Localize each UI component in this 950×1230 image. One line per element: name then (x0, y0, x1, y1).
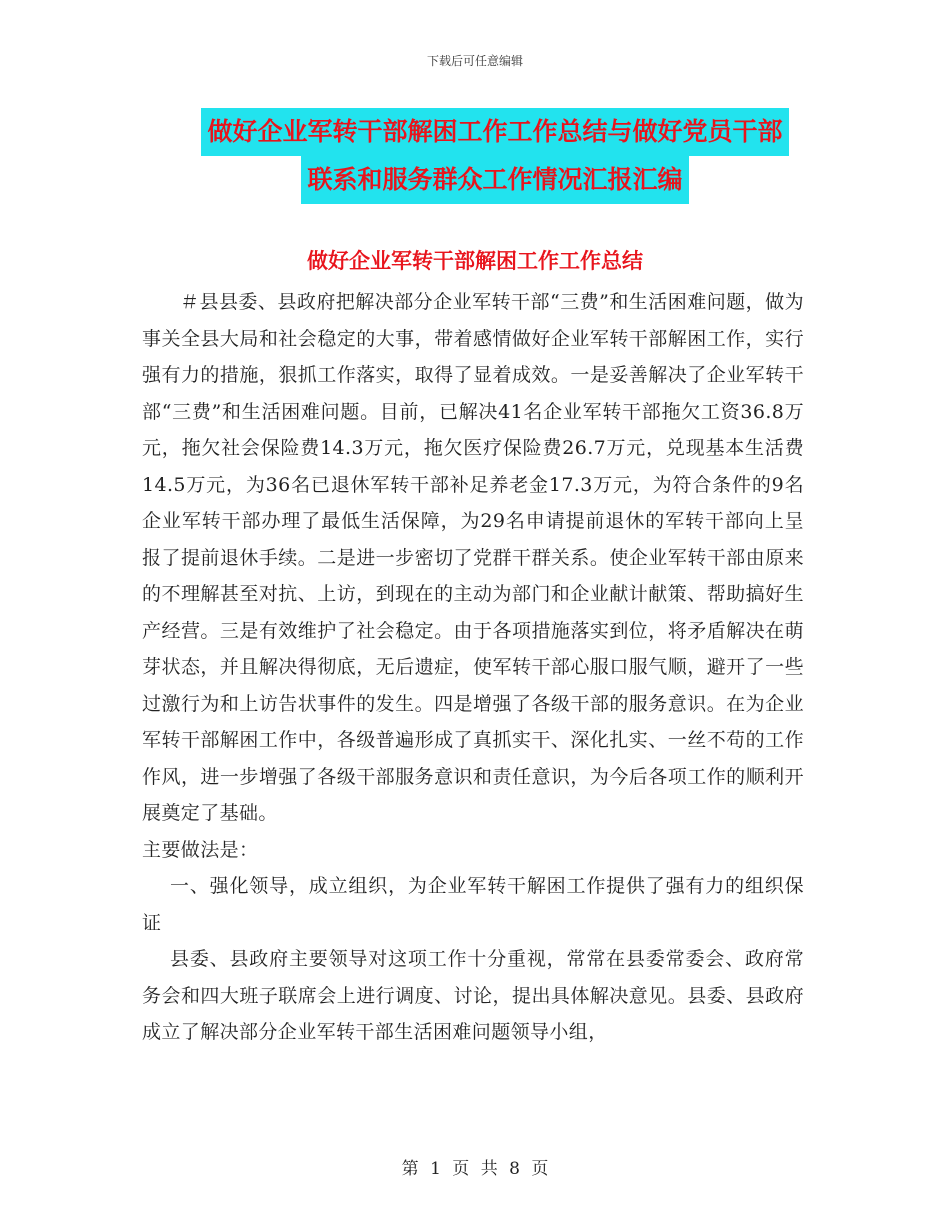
page-header-note: 下载后可任意编辑 (426, 54, 523, 68)
title-line-1: 做好企业军转干部解困工作工作总结与做好党员干部 (201, 108, 788, 156)
paragraph-summary: ＃县县委、县政府把解决部分企业军转干部“三费”和生活困难问题，做为事关全县大局和社会稳定的大事，带着感情做好企业军转干部解困工作，实行强有力的措施，狠抓工作落实，取得了显着成效。一是妥善解决了企业军转干部“三费”和生活困难问题。目前，已解决41名企业军转干部拖欠工资36.8万元，拖欠社会保险费14.3万元，拖欠医疗保险费26.7万元，兑现基本生活费14.5万元，为36名已退休军转干部补足养老金17.3万元，为符合条件的9名企业军转干部办理了最低生活保障，为29名申请提前退休的军转干部向上呈报了提前退休手续。二是进一步密切了党群干群关系。使企业军转干部由原来的不理解甚至对抗、上访，到现在的主动为部门和企业献计献策、帮助搞好生产经营。三是有效维护了社会稳定。由于各项措施落实到位，将矛盾解决在萌芽状态，并且解决得彻底，无后遗症，使军转干部心服口服气顺，避开了一些过激行为和上访告状事件的发生。四是增强了各级干部的服务意识。在为企业军转干部解困工作中，各级普遍形成了真抓实干、深化扎实、一丝不苟的工作作风，进一步增强了各级干部服务意识和责任意识，为今后各项工作的顺利开展奠定了基础。 (142, 291, 804, 824)
section-title: 做好企业军转干部解困工作工作总结 (307, 249, 643, 273)
body-text (142, 284, 804, 1051)
page-footer: 第 1 页 共 8 页 (401, 1159, 549, 1179)
title-line-2: 联系和服务群众工作情况汇报汇编 (301, 156, 688, 204)
paragraph-leadership: 县委、县政府主要领导对这项工作十分重视，常常在县委常委会、政府常务会和四大班子联席会上进行调度、讨论，提出具体解决意见。县委、县政府成立了解决部分企业军转干部生活困难问题领导小组， (142, 948, 804, 1043)
document-title (170, 108, 820, 204)
paragraph-methods-intro: 主要做法是： (142, 838, 259, 861)
paragraph-heading-1: 一、强化领导，成立组织，为企业军转干解困工作提供了强有力的组织保证 (142, 875, 804, 934)
